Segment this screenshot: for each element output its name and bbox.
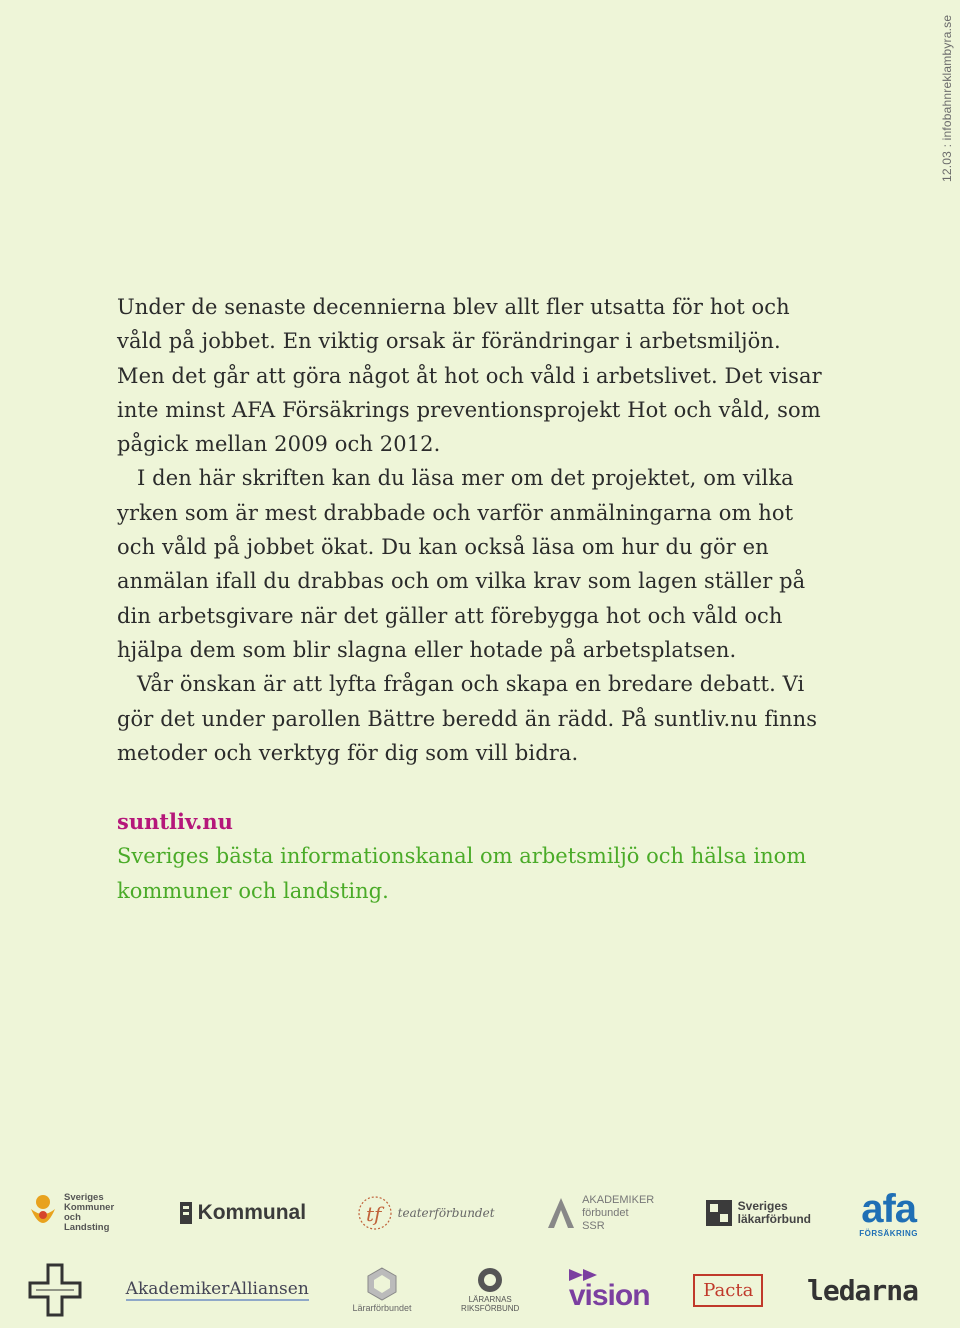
skl-figure-icon xyxy=(28,1193,58,1233)
cross-logo xyxy=(28,1263,82,1317)
pacta-logo: Pacta xyxy=(693,1274,763,1307)
cross-icon xyxy=(28,1263,82,1317)
vision-logo: vision xyxy=(569,1269,650,1311)
logo-row-2 xyxy=(28,1252,918,1328)
lararnas-riksforbund-logo: LÄRARNAS RIKSFÖRBUND xyxy=(455,1267,525,1313)
lararforbundet-logo: Lärarförbundet xyxy=(352,1267,411,1313)
ledarna-logo: ledarna xyxy=(806,1273,918,1307)
paragraph-2: I den här skriften kan du läsa mer om det projektet, om vilka yrken som är mest drabbade och varför anmälningarna om hot och våld på jobbet ökat. Du kan också läsa om hur du gör en anmälan ifall du drabbas och om vilka krav som lagen ställer på din arbetsgivare när det gäller att förebygga hot och våld och hjälpa dem som blir slagna eller hotade på arbetsplatsen. xyxy=(117,466,806,662)
logo-row-1 xyxy=(28,1168,918,1258)
body-text xyxy=(117,290,822,770)
ssr-mark-icon xyxy=(546,1196,576,1230)
akademikerforbundet-ssr-logo: AKADEMIKER förbundet SSR xyxy=(546,1194,654,1233)
lakarforbundet-logo: Sveriges läkarförbund xyxy=(706,1200,808,1226)
side-credit: 12.03 : infobahnreklambyra.se xyxy=(940,14,954,182)
paragraph-1: Under de senaste decennierna blev allt fler utsatta för hot och våld på jobbet. En viktig orsak är förändringar i arbetsmiljön. Men det går att göra något åt hot och våld i arbetslivet. Det visar inte minst AFA Försäkrings preventionsprojekt Hot och våld, som pågick mellan 2009 och 2012. xyxy=(117,295,822,457)
svg-text:tf: tf xyxy=(365,1202,382,1226)
site-name-link[interactable]: suntliv.nu xyxy=(117,809,233,834)
lakarforbundet-mark-icon xyxy=(706,1200,732,1226)
paragraph-3: Vår önskan är att lyfta frågan och skapa en bredare debatt. Vi gör det under parollen Bättre beredd än rädd. På suntliv.nu finns metoder och verktyg för dig som vill bidra. xyxy=(117,672,818,765)
site-tagline: Sveriges bästa informationskanal om arbetsmiljö och hälsa inom kommuner och landsting. xyxy=(117,844,807,903)
skl-logo: Sveriges Kommuner och Landsting xyxy=(28,1193,128,1233)
afa-logo: afa FÖRSÄKRING xyxy=(859,1186,918,1238)
lararnas-riksforbund-mark-icon xyxy=(477,1267,503,1293)
teaterforbundet-logo: tf teaterförbundet xyxy=(358,1194,495,1232)
kommunal-mark-icon xyxy=(180,1202,192,1224)
kommunal-logo: Kommunal xyxy=(180,1201,307,1225)
akademikeralliansen-logo: AkademikerAlliansen xyxy=(125,1279,309,1299)
site-block xyxy=(117,805,837,908)
lararforbundet-mark-icon xyxy=(366,1267,398,1301)
teaterforbundet-mark-icon xyxy=(358,1194,392,1232)
